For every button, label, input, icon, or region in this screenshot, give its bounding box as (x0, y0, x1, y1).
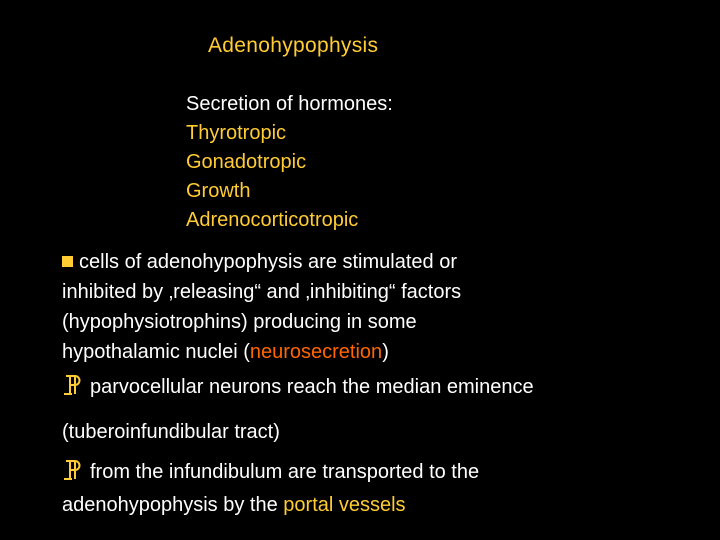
highlight-portal-vessels: portal vessels (283, 494, 406, 516)
paragraph-text: cells of adenohypophysis are stimulated or (79, 251, 457, 273)
paragraph-text: adenohypophysis by the (62, 494, 284, 516)
hormone-item: Thyrotropic (186, 122, 287, 144)
paragraph-text: parvocellular neurons reach the median eminence (90, 376, 534, 398)
hormones-heading: Secretion of hormones: (186, 93, 393, 115)
paragraph-line (62, 247, 461, 277)
paragraph-line (62, 337, 461, 367)
highlight-neurosecretion: neurosecretion (249, 341, 383, 363)
hormone-item: Growth (186, 180, 251, 202)
square-bullet-icon (62, 256, 73, 267)
slide-title: Adenohypophysis (208, 34, 379, 57)
paragraph-text: hypothalamic nuclei ( (62, 341, 250, 363)
paragraph-text: ) (382, 341, 389, 363)
paragraph-parvocellular-cont: (tuberoinfundibular tract) (62, 421, 280, 443)
pilcrow-bullet-icon (62, 374, 82, 405)
paragraph-parvocellular (62, 372, 534, 405)
paragraph-text: from the infundibulum are transported to the (90, 461, 480, 483)
paragraph-releasing-factors (62, 247, 461, 367)
hormone-item: Gonadotropic (186, 151, 307, 173)
paragraph-line (62, 490, 479, 520)
paragraph-line (62, 457, 479, 490)
paragraph-line: inhibited by ‚releasing“ and ‚inhibiting“ factors (62, 281, 462, 303)
hormone-item: Adrenocorticotropic (186, 209, 359, 231)
paragraph-portal-vessels (62, 457, 479, 520)
pilcrow-bullet-icon (62, 459, 82, 490)
hormones-list (186, 90, 393, 235)
paragraph-line: (hypophysiotrophins) producing in some (62, 311, 417, 333)
